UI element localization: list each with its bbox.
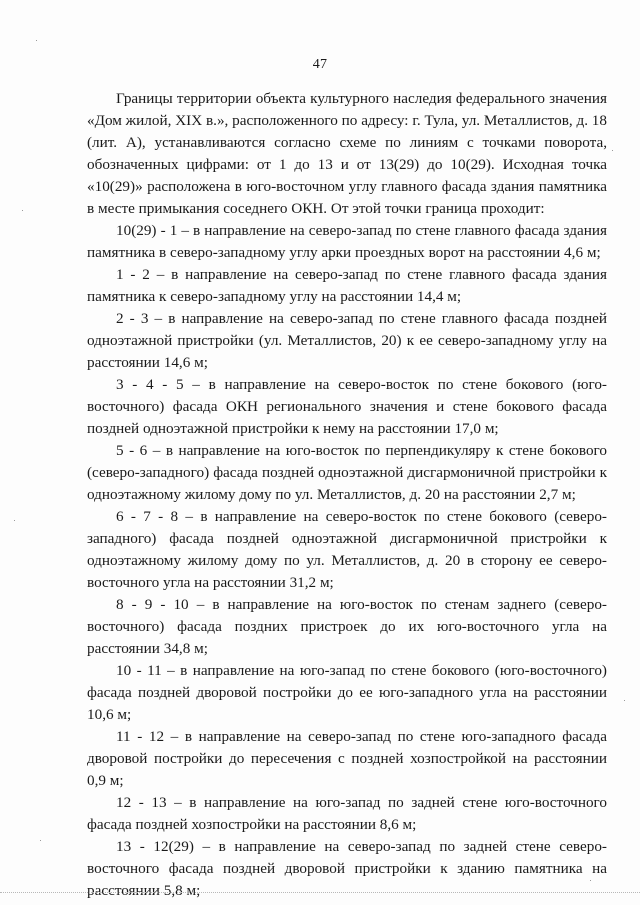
scan-noise-speck: [590, 880, 591, 881]
boundary-segment-paragraph: 3 - 4 - 5 – в направление на северо-восток по стене бокового (юго-восточного) фасада ОКН регионального значения и стене бокового фасада поздней одноэтажной пристройки к нему на расстоянии 17,0 м;: [87, 376, 607, 437]
boundary-segment-paragraph: 10 - 11 – в направление на юго-запад по стене бокового (юго-восточного) фасада поздней дворовой постройки до ее юго-западного угла на расстоянии 10,6 м;: [87, 662, 607, 723]
boundary-segment-paragraph: 13 - 12(29) – в направление на северо-запад по задней стене северо-восточного фасада поздней дворовой пристройки к зданию памятника на расстоянии 5,8 м;: [87, 838, 607, 899]
scan-noise-speck: [624, 700, 625, 701]
boundary-segment-paragraph: 11 - 12 – в направление на северо-запад по стене юго-западного фасада дворовой постройки до пересечения с поздней хозпостройкой на расстоянии 0,9 м;: [87, 728, 607, 789]
scan-noise-speck: [36, 40, 37, 41]
boundary-segment-paragraph: 1 - 2 – в направление на северо-запад по стене главного фасада здания памятника к северо-западному углу на расстоянии 14,4 м;: [87, 266, 607, 305]
page-number: 47: [312, 57, 328, 72]
scan-noise-speck: [22, 210, 23, 211]
boundary-segment-paragraph: 2 - 3 – в направление на северо-запад по стене главного фасада поздней одноэтажной пристройки (ул. Металлистов, 20) к ее северо-западному углу на расстоянии 14,6 м;: [87, 310, 607, 371]
intro-paragraph: Границы территории объекта культурного наследия федерального значения «Дом жилой, XIX в.», расположенного по адресу: г. Тула, ул. Металлистов, д. 18 (лит. А), устанавливаются согласно схеме по линиям с точками поворота, обозначенных цифрами: от 1 до 13 и от 13(29) до 10(29). Исходная точка «10(29)» расположена в юго-восточном углу главного фасада здания памятника в месте примыкания соседнего ОКН. От этой точки граница проходит:: [87, 90, 607, 217]
document-body: [87, 88, 607, 902]
scan-edge-line: [0, 892, 640, 893]
boundary-segment-paragraph: 5 - 6 – в направление на юго-восток по перпендикуляру к стене бокового (северо-западного) фасада поздней одноэтажной дисгармоничной пристройки к одноэтажному жилому дому по ул. Металлистов, д. 20 на расстоянии 2,7 м;: [87, 442, 607, 503]
boundary-segment-paragraph: 6 - 7 - 8 – в направление на северо-восток по стене бокового (северо-западного) фасада поздней одноэтажной дисгармоничной пристройки к одноэтажному жилому дому по ул. Металлистов, д. 20 в сторону ее северо-восточного угла на расстоянии 31,2 м;: [87, 508, 607, 591]
scan-noise-speck: [40, 840, 41, 841]
scan-noise-speck: [14, 520, 15, 521]
boundary-segment-paragraph: 8 - 9 - 10 – в направление на юго-восток по стенам заднего (северо-восточного) фасада поздних пристроек до их юго-восточного угла на расстоянии 34,8 м;: [87, 596, 607, 657]
boundary-segment-paragraph: 12 - 13 – в направление на юго-запад по задней стене юго-восточного фасада поздней хозпостройки на расстоянии 8,6 м;: [87, 794, 607, 833]
scan-noise-speck: [612, 150, 613, 151]
boundary-segment-paragraph: 10(29) - 1 – в направление на северо-запад по стене главного фасада здания памятника в северо-западному углу арки проездных ворот на расстоянии 4,6 м;: [87, 222, 607, 261]
